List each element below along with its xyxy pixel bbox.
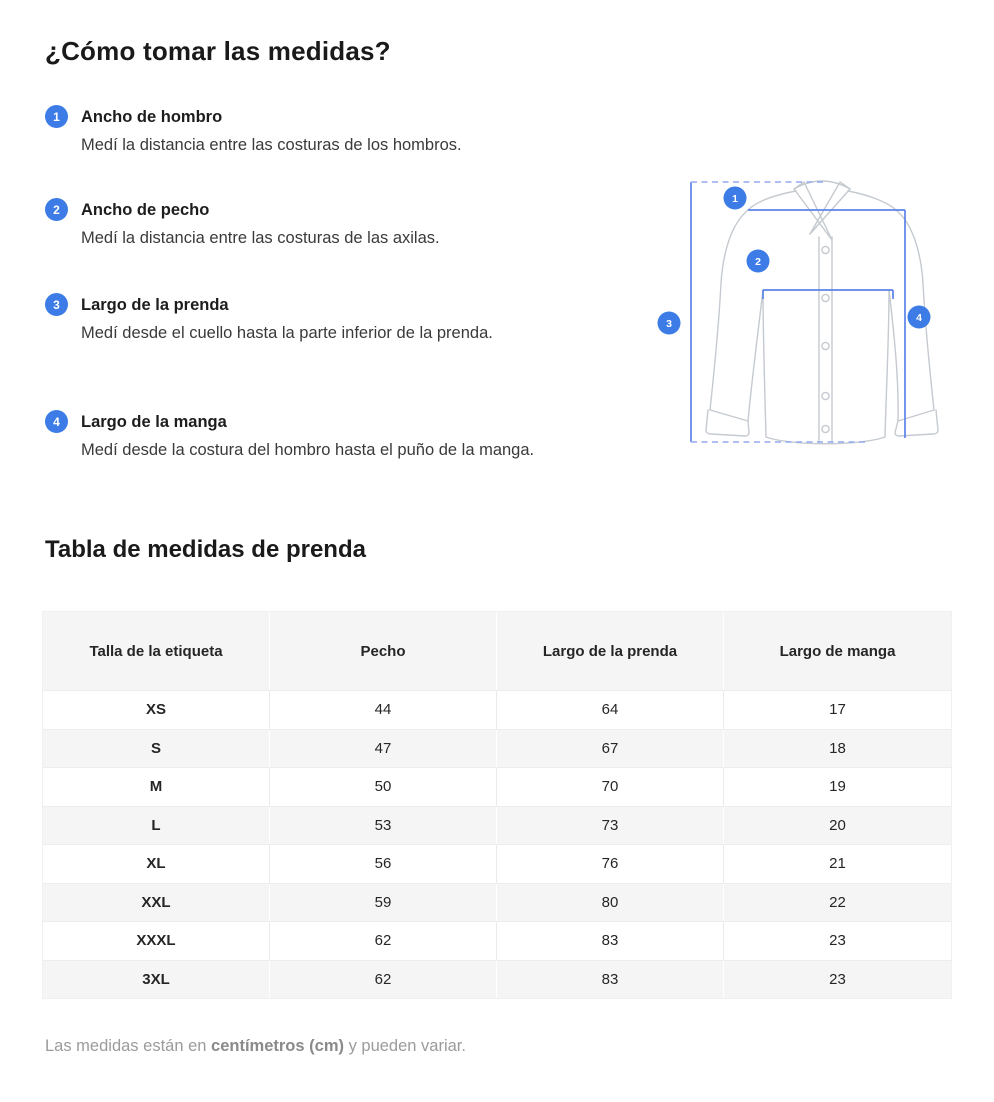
step-description: Medí la distancia entre las costuras de las axilas. [81,229,440,247]
table-row [43,690,951,729]
disclaimer-units: centímetros (cm) [211,1037,344,1055]
units-disclaimer [45,1037,466,1056]
size-label: S [43,730,270,768]
svg-text:4: 4 [916,311,922,324]
length-value: 70 [497,768,724,806]
sleeve-value: 20 [829,816,846,834]
sleeve-value: 19 [829,778,846,796]
column-header-sleeve-length: Largo de manga [779,642,896,660]
sleeve-value: 21 [829,855,846,873]
size-label: XXXL [43,922,270,960]
step-title: Ancho de hombro [81,108,223,126]
chest-value: 59 [270,884,497,922]
column-header-size: Talla de la etiqueta [43,612,270,690]
step-title: Largo de la manga [81,413,227,431]
step-title: Largo de la prenda [81,296,229,314]
length-value: 64 [497,691,724,729]
svg-text:3: 3 [666,317,672,330]
chest-value: 62 [270,961,497,999]
table-row [43,806,951,845]
svg-text:2: 2 [755,255,761,268]
table-row [43,883,951,922]
length-value: 83 [497,922,724,960]
shirt-measurement-diagram [653,158,993,466]
measure-line-chest [763,290,893,299]
size-label: XL [43,845,270,883]
length-value: 83 [497,961,724,999]
table-row [43,729,951,768]
measure-step-garment-length [45,294,493,346]
chest-value: 47 [270,730,497,768]
sleeve-value: 18 [829,739,846,757]
size-table-header-row [43,612,951,690]
measure-step-shoulder [45,106,462,158]
chest-value: 62 [270,922,497,960]
measure-step-sleeve-length [45,411,534,463]
column-header-chest: Pecho [270,612,497,690]
table-row [43,921,951,960]
shirt-diagram-icon [653,158,993,466]
size-label: L [43,807,270,845]
length-value: 67 [497,730,724,768]
sleeve-value: 17 [829,701,846,719]
table-row [43,960,951,999]
table-row [43,844,951,883]
sleeve-value: 23 [829,932,846,950]
length-value: 73 [497,807,724,845]
size-table-title: Tabla de medidas de prenda [45,536,366,563]
svg-text:1: 1 [732,192,738,205]
step-description: Medí desde el cuello hasta la parte inferior de la prenda. [81,324,493,342]
table-row [43,767,951,806]
size-table [42,611,952,999]
chest-value: 56 [270,845,497,883]
length-value: 80 [497,884,724,922]
step-description: Medí la distancia entre las costuras de los hombros. [81,136,462,154]
step-title: Ancho de pecho [81,201,210,219]
chest-value: 53 [270,807,497,845]
disclaimer-prefix: Las medidas están en [45,1037,212,1055]
measure-step-chest [45,199,440,251]
sleeve-value: 23 [829,970,846,988]
step-description: Medí desde la costura del hombro hasta el puño de la manga. [81,441,535,459]
step-2-badge-icon: 2 [45,198,68,221]
sleeve-value: 22 [829,893,846,911]
chest-value: 50 [270,768,497,806]
step-4-badge-icon: 4 [45,410,68,433]
size-label: 3XL [43,961,270,999]
length-value: 76 [497,845,724,883]
disclaimer-suffix: y pueden variar. [343,1037,466,1055]
page-title: ¿Cómo tomar las medidas? [45,36,391,66]
size-label: XS [43,691,270,729]
size-label: M [43,768,270,806]
step-3-badge-icon: 3 [45,293,68,316]
step-1-badge-icon: 1 [45,105,68,128]
chest-value: 44 [270,691,497,729]
column-header-garment-length: Largo de la prenda [497,612,724,690]
size-label: XXL [43,884,270,922]
